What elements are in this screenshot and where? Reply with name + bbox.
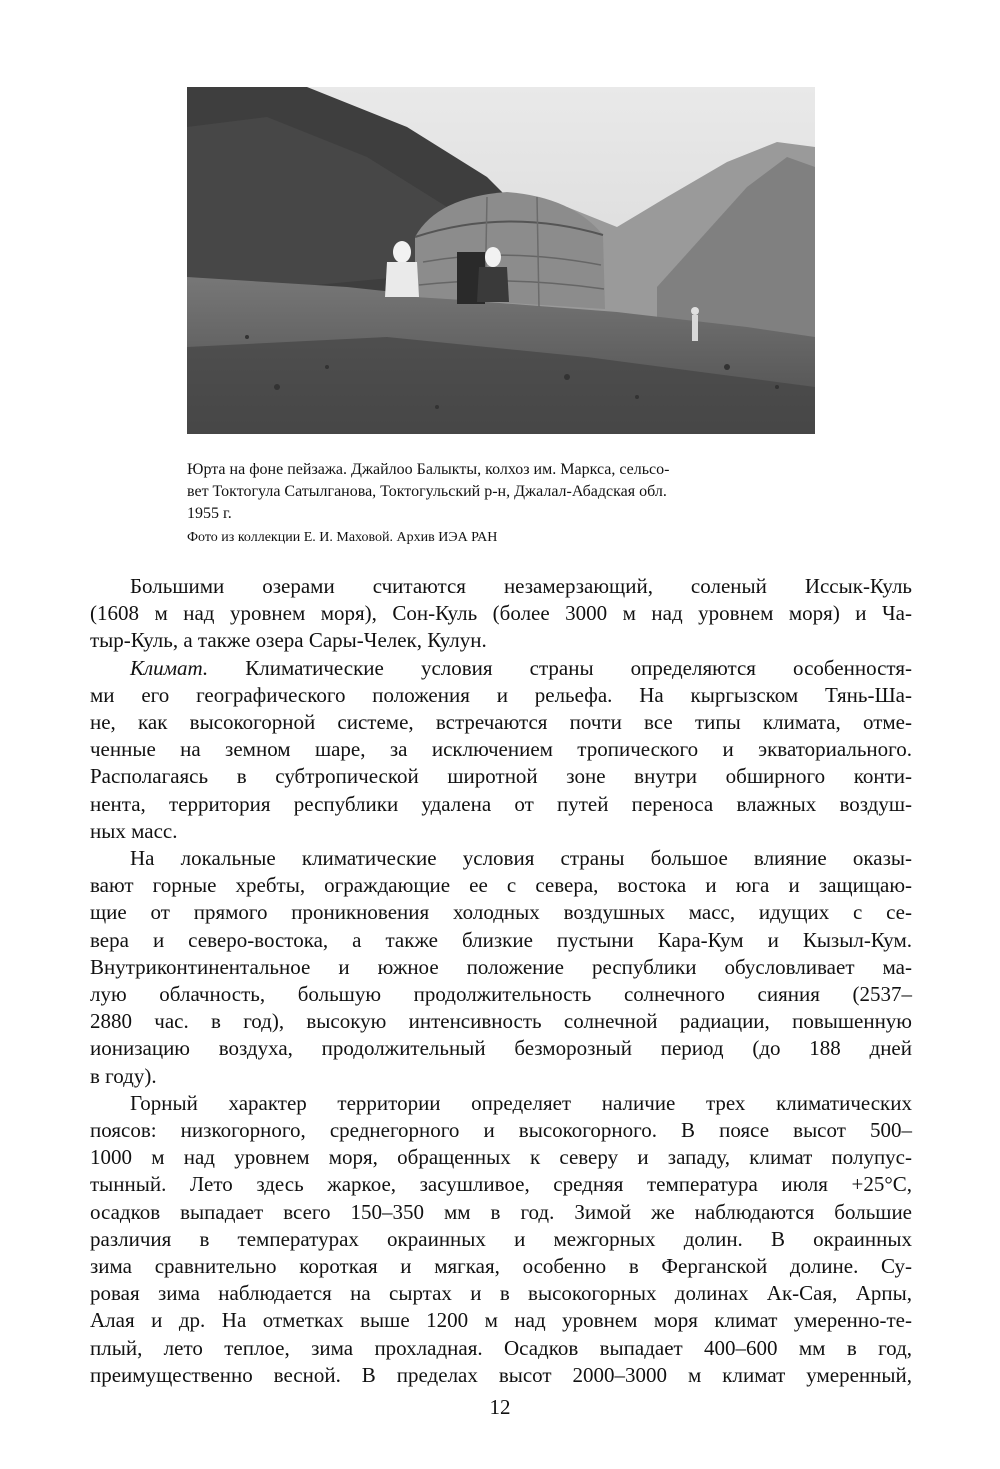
text-line: На локальные климатические условия страны большое влияние оказы-	[130, 846, 912, 871]
text-line: ми его географического положения и рельефа. На кыргызском Тянь-Ша-	[90, 682, 912, 707]
text-line: ионизацию воздуха, продолжительный безморозный период (до 188 дней	[90, 1036, 912, 1061]
photo-credit: Фото из коллекции Е. И. Маховой. Архив ИЭА РАН	[187, 530, 498, 545]
text-line: Алая и др. На отметках выше 1200 м над уровнем моря климат умеренно-те-	[90, 1308, 912, 1333]
text-line: тынный. Лето здесь жаркое, засушливое, средняя температура июля +25°С,	[90, 1172, 912, 1197]
section-heading-climate: Климат.	[130, 655, 209, 680]
text-line: тыр-Куль, а также озера Сары-Челек, Кулун.	[90, 628, 487, 653]
caption-line: вет Токтогула Сатылганова, Токтогульский р-н, Джалал-Абадская обл.	[187, 483, 667, 500]
text-line: Климат. Климатические условия страны определяются особенностя-	[130, 655, 912, 680]
page-number: 12	[489, 1395, 511, 1419]
text-line: ровая зима наблюдается на сыртах и в высокогорных долинах Ак-Сая, Арпы,	[90, 1281, 912, 1306]
text-line: Горный характер территории определяет наличие трех климатических	[130, 1090, 912, 1115]
text-line: 2880 час. в год), высокую интенсивность солнечной радиации, повышенную	[90, 1009, 912, 1034]
text-line: в году).	[90, 1063, 157, 1088]
photo-caption	[187, 459, 827, 525]
text-line: различия в температурах окраинных и межгорных долин. В окраинных	[90, 1226, 912, 1251]
yurt-landscape-photo	[187, 87, 815, 434]
text-line: не, как высокогорной системе, встречаются почти все типы климата, отме-	[90, 710, 912, 735]
text-line: лую облачность, большую продолжительность солнечного сияния (2537–	[90, 982, 912, 1007]
caption-line: Юрта на фоне пейзажа. Джайлоо Балыкты, колхоз им. Маркса, сельсо-	[187, 461, 670, 478]
text-line: осадков выпадает всего 150–350 мм в год. Зимой же наблюдаются большие	[90, 1199, 912, 1224]
caption-line: 1955 г.	[187, 505, 232, 522]
text-line: (1608 м над уровнем моря), Сон-Куль (более 3000 м над уровнем моря) и Ча-	[90, 601, 912, 626]
text-line: ных масс.	[90, 818, 178, 843]
text-line: Большими озерами считаются незамерзающий, соленый Иссык-Куль	[130, 574, 912, 598]
text-line: 1000 м над уровнем моря, обращенных к северу и западу, климат полупус-	[90, 1145, 912, 1170]
text-line: нента, территория республики удалена от путей переноса влажных воздуш-	[90, 791, 912, 816]
text-line: Внутриконтинентальное и южное положение республики обусловливает ма-	[90, 954, 912, 979]
text-line: поясов: низкогорного, среднегорного и высокогорного. В поясе высот 500–	[90, 1118, 912, 1143]
text-line: преимущественно весной. В пределах высот 2000–3000 м климат умеренный,	[90, 1362, 912, 1387]
text-line: щие от прямого проникновения холодных воздушных масс, идущих с се-	[90, 900, 912, 925]
text-line: плый, лето теплое, зима прохладная. Осадков выпадает 400–600 мм в год,	[90, 1335, 912, 1360]
body-text	[90, 573, 912, 1389]
text-line: вают горные хребты, ограждающие ее с севера, востока и юга и защищаю-	[90, 873, 912, 898]
text-line: ченные на земном шаре, за исключением тропического и экваториального.	[90, 737, 912, 762]
text-line: зима сравнительно короткая и мягкая, особенно в Ферганской долине. Су-	[90, 1254, 912, 1279]
text-line: Располагаясь в субтропической широтной зоне внутри обширного конти-	[90, 764, 912, 789]
text-line: вера и северо-востока, а также близкие пустыни Кара-Кум и Кызыл-Кум.	[90, 927, 912, 952]
small-figure	[691, 307, 699, 341]
